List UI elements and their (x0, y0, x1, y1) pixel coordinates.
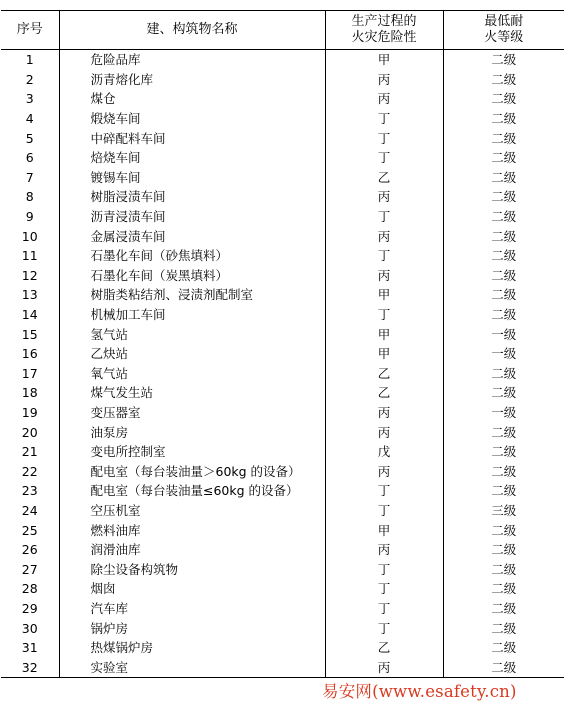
table-row (1, 128, 564, 148)
cell-fire-hazard: 丙 (325, 89, 443, 109)
table-row (1, 285, 564, 305)
table-row (1, 501, 564, 521)
cell-no: 19 (21, 404, 38, 420)
cell-name: 变压器室 (59, 403, 325, 423)
cell-fire-rating: 二级 (443, 559, 564, 579)
cell-fire-rating: 二级 (443, 383, 564, 403)
cell-fire-hazard: 丁 (325, 207, 443, 227)
cell-name: 机械加工车间 (59, 305, 325, 325)
cell-fire-hazard: 甲 (325, 50, 443, 70)
cell-fire-rating: 二级 (443, 187, 564, 207)
cell-no: 23 (21, 483, 38, 499)
table-row (1, 442, 564, 462)
cell-fire-hazard: 丁 (325, 128, 443, 148)
cell-name: 实验室 (59, 657, 325, 677)
cell-fire-rating: 二级 (443, 148, 564, 168)
cell-fire-rating: 二级 (443, 442, 564, 462)
cell-name: 树脂浸渍车间 (59, 187, 325, 207)
cell-no: 7 (25, 169, 34, 185)
cell-name: 镀锡车间 (59, 168, 325, 188)
cell-fire-hazard: 甲 (325, 520, 443, 540)
cell-fire-hazard: 丁 (325, 148, 443, 168)
cell-name: 燃料油库 (59, 520, 325, 540)
cell-fire-hazard: 丙 (325, 266, 443, 286)
cell-fire-hazard: 甲 (325, 344, 443, 364)
header-fire-rating-line2: 火等级 (484, 30, 524, 45)
cell-no: 14 (21, 307, 38, 323)
cell-fire-hazard: 丙 (325, 540, 443, 560)
cell-fire-rating: 二级 (443, 481, 564, 501)
cell-fire-rating: 二级 (443, 657, 564, 677)
cell-fire-rating: 二级 (443, 618, 564, 638)
cell-fire-rating: 二级 (443, 579, 564, 599)
table-header (1, 11, 564, 50)
cell-no: 24 (21, 502, 38, 518)
cell-fire-hazard: 丙 (325, 70, 443, 90)
table-row (1, 364, 564, 384)
cell-no: 11 (21, 248, 38, 264)
header-fire-rating (443, 11, 564, 50)
header-fire-hazard-line1: 生产过程的 (351, 14, 417, 29)
table-row (1, 246, 564, 266)
cell-fire-hazard: 甲 (325, 324, 443, 344)
table-row (1, 540, 564, 560)
cell-no: 15 (21, 326, 38, 342)
cell-fire-hazard: 丁 (325, 501, 443, 521)
cell-name: 煤气发生站 (59, 383, 325, 403)
header-no: 序号 (1, 11, 59, 50)
cell-no: 2 (25, 71, 34, 87)
cell-no: 4 (25, 111, 34, 127)
cell-name: 氢气站 (59, 324, 325, 344)
cell-no: 5 (25, 130, 34, 146)
cell-no: 9 (25, 209, 34, 225)
table-row (1, 305, 564, 325)
cell-fire-rating: 二级 (443, 89, 564, 109)
cell-no: 27 (21, 561, 38, 577)
cell-fire-rating: 二级 (443, 207, 564, 227)
cell-name: 空压机室 (59, 501, 325, 521)
cell-fire-hazard: 乙 (325, 168, 443, 188)
cell-name: 危险品库 (59, 50, 325, 70)
cell-name: 除尘设备构筑物 (59, 559, 325, 579)
table-row (1, 520, 564, 540)
cell-no: 6 (25, 150, 34, 166)
cell-fire-rating: 二级 (443, 461, 564, 481)
cell-no: 31 (21, 640, 38, 656)
cell-fire-hazard: 丙 (325, 187, 443, 207)
cell-no: 8 (25, 189, 34, 205)
table-row (1, 618, 564, 638)
table-body (1, 50, 564, 678)
cell-no: 22 (21, 463, 38, 479)
cell-fire-rating: 一级 (443, 324, 564, 344)
cell-no: 29 (21, 600, 38, 616)
cell-name: 配电室（每台装油量＞60kg 的设备） (59, 461, 325, 481)
table-row (1, 344, 564, 364)
cell-fire-hazard: 丁 (325, 618, 443, 638)
cell-name: 变电所控制室 (59, 442, 325, 462)
cell-name: 配电室（每台装油量≤60kg 的设备） (59, 481, 325, 501)
table-row (1, 187, 564, 207)
table-row (1, 324, 564, 344)
cell-no: 13 (21, 287, 38, 303)
cell-fire-rating: 二级 (443, 226, 564, 246)
cell-no: 16 (21, 346, 38, 362)
cell-no: 30 (21, 620, 38, 636)
cell-name: 乙炔站 (59, 344, 325, 364)
cell-name: 烟囱 (59, 579, 325, 599)
header-fire-hazard-line2: 火灾危险性 (351, 30, 417, 45)
cell-fire-rating: 一级 (443, 403, 564, 423)
table-row (1, 266, 564, 286)
cell-fire-rating: 二级 (443, 422, 564, 442)
cell-fire-rating: 一级 (443, 344, 564, 364)
cell-fire-rating: 二级 (443, 364, 564, 384)
cell-name: 金属浸渍车间 (59, 226, 325, 246)
cell-no: 3 (25, 91, 34, 107)
cell-fire-hazard: 戊 (325, 442, 443, 462)
cell-fire-hazard: 丁 (325, 599, 443, 619)
cell-fire-rating: 三级 (443, 501, 564, 521)
cell-no: 21 (21, 444, 38, 460)
table-row (1, 403, 564, 423)
header-fire-hazard (325, 11, 443, 50)
cell-no: 25 (21, 522, 38, 538)
cell-fire-rating: 二级 (443, 305, 564, 325)
cell-fire-hazard: 丙 (325, 403, 443, 423)
cell-fire-rating: 二级 (443, 109, 564, 129)
cell-fire-hazard: 丙 (325, 657, 443, 677)
cell-no: 1 (25, 52, 34, 68)
table-row (1, 168, 564, 188)
cell-no: 10 (21, 228, 38, 244)
fire-rating-table-container (1, 10, 564, 678)
cell-fire-hazard: 丁 (325, 305, 443, 325)
fire-rating-table (1, 10, 564, 678)
cell-fire-rating: 二级 (443, 540, 564, 560)
cell-name: 氧气站 (59, 364, 325, 384)
table-row (1, 638, 564, 658)
cell-name: 中碎配料车间 (59, 128, 325, 148)
table-row (1, 207, 564, 227)
cell-no: 18 (21, 385, 38, 401)
cell-name: 石墨化车间（炭黑填料） (59, 266, 325, 286)
cell-fire-rating: 二级 (443, 285, 564, 305)
cell-fire-rating: 二级 (443, 638, 564, 658)
cell-name: 树脂类粘结剂、浸渍剂配制室 (59, 285, 325, 305)
cell-fire-hazard: 丁 (325, 579, 443, 599)
header-row (1, 11, 564, 50)
cell-name: 锅炉房 (59, 618, 325, 638)
header-name: 建、构筑物名称 (59, 11, 325, 50)
cell-fire-hazard: 乙 (325, 638, 443, 658)
table-row (1, 70, 564, 90)
table-row (1, 50, 564, 70)
cell-fire-hazard: 丁 (325, 481, 443, 501)
table-row (1, 657, 564, 677)
cell-name: 煤仓 (59, 89, 325, 109)
table-row (1, 148, 564, 168)
cell-fire-rating: 二级 (443, 246, 564, 266)
cell-fire-rating: 二级 (443, 168, 564, 188)
cell-name: 润滑油库 (59, 540, 325, 560)
cell-name: 油泵房 (59, 422, 325, 442)
table-row (1, 226, 564, 246)
cell-no: 17 (21, 365, 38, 381)
cell-fire-rating: 二级 (443, 128, 564, 148)
cell-no: 32 (1, 657, 59, 677)
cell-fire-rating: 二级 (443, 266, 564, 286)
cell-fire-hazard: 丁 (325, 109, 443, 129)
cell-name: 沥青浸渍车间 (59, 207, 325, 227)
cell-no: 28 (21, 581, 38, 597)
cell-name: 热煤锅炉房 (59, 638, 325, 658)
cell-name: 石墨化车间（砂焦填料） (59, 246, 325, 266)
cell-name: 煅烧车间 (59, 109, 325, 129)
cell-fire-rating: 二级 (443, 599, 564, 619)
cell-fire-rating: 二级 (443, 50, 564, 70)
cell-fire-hazard: 乙 (325, 383, 443, 403)
cell-no: 26 (21, 542, 38, 558)
header-fire-rating-line1: 最低耐 (484, 14, 524, 29)
table-row (1, 383, 564, 403)
cell-no: 12 (21, 267, 38, 283)
cell-fire-rating: 二级 (443, 70, 564, 90)
table-row (1, 461, 564, 481)
cell-fire-hazard: 乙 (325, 364, 443, 384)
table-row (1, 481, 564, 501)
cell-fire-hazard: 丙 (325, 422, 443, 442)
cell-fire-hazard: 丙 (325, 226, 443, 246)
cell-no: 20 (21, 424, 38, 440)
table-row (1, 89, 564, 109)
table-row (1, 599, 564, 619)
site-watermark: 易安网(www.esafety.cn) (322, 682, 517, 701)
table-row (1, 559, 564, 579)
cell-fire-hazard: 丙 (325, 461, 443, 481)
table-row (1, 422, 564, 442)
table-row (1, 579, 564, 599)
cell-name: 汽车库 (59, 599, 325, 619)
table-row (1, 109, 564, 129)
cell-fire-hazard: 丁 (325, 246, 443, 266)
cell-name: 焙烧车间 (59, 148, 325, 168)
cell-fire-hazard: 甲 (325, 285, 443, 305)
cell-name: 沥青熔化库 (59, 70, 325, 90)
cell-fire-rating: 二级 (443, 520, 564, 540)
cell-fire-hazard: 丁 (325, 559, 443, 579)
